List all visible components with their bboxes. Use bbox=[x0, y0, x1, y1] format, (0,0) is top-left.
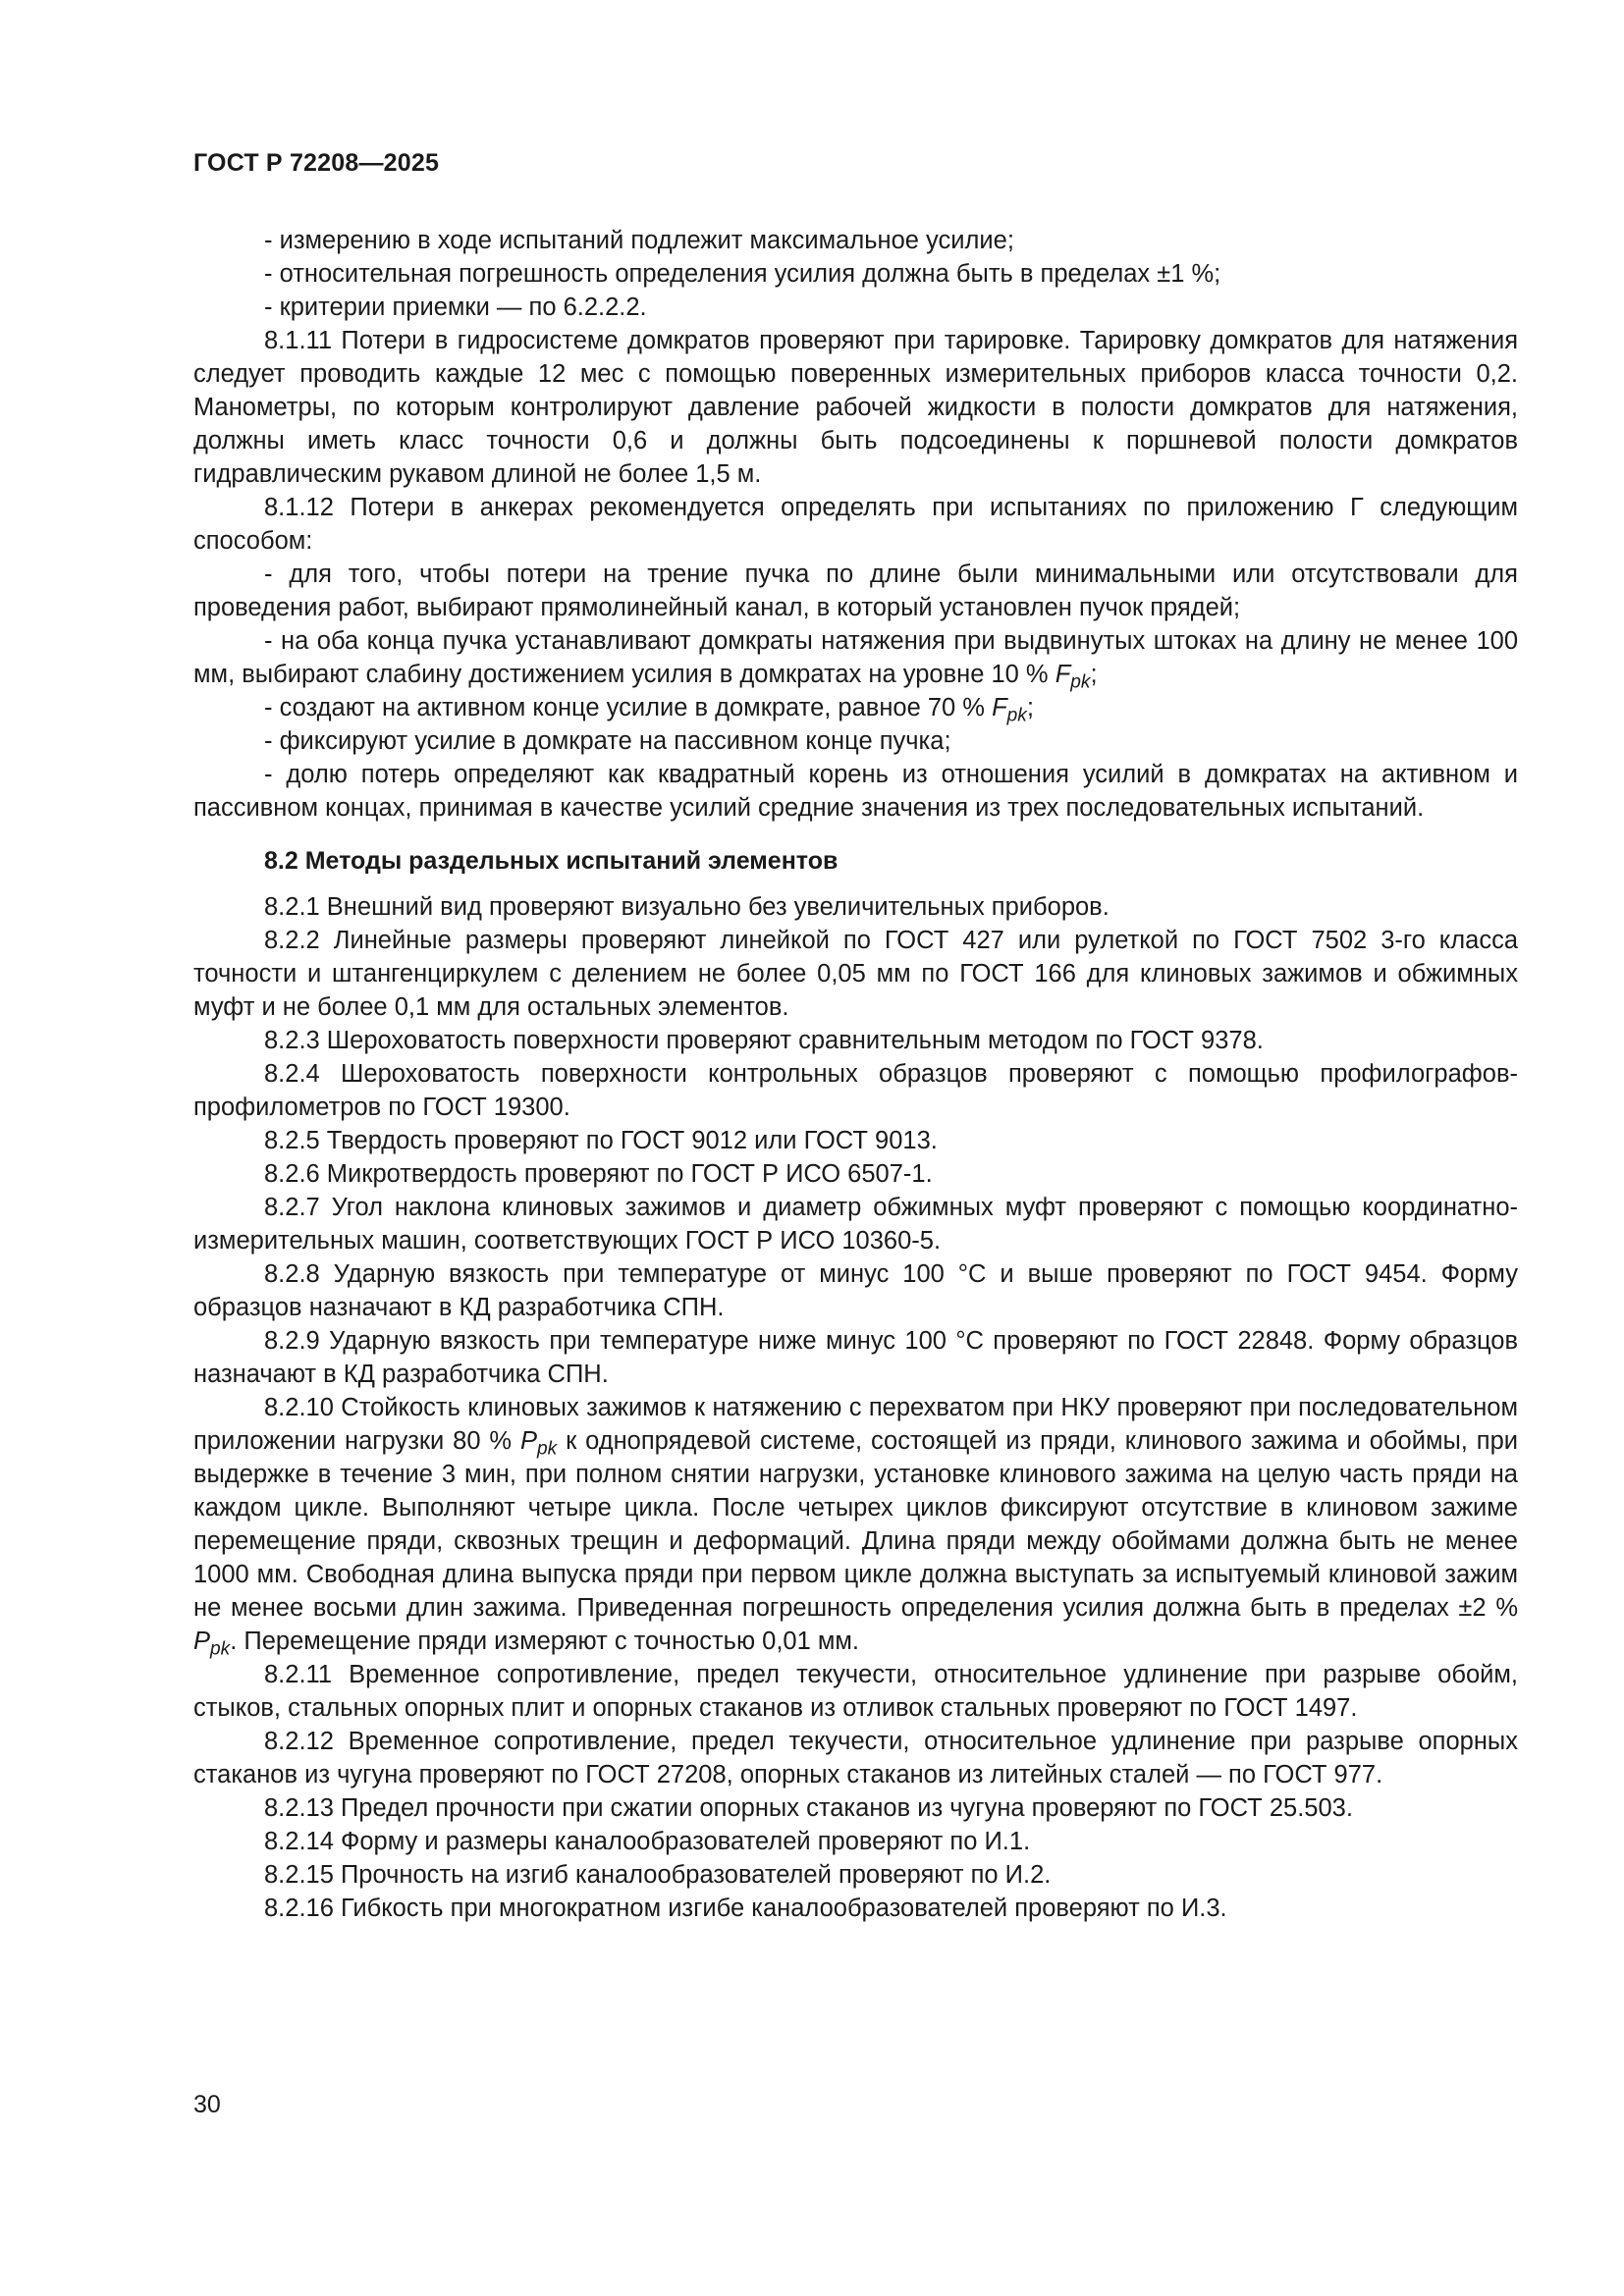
paragraph-8-2-5: 8.2.5 Твердость проверяют по ГОСТ 9012 или ГОСТ 9013. bbox=[264, 1127, 938, 1154]
paragraph-8-2-9: 8.2.9 Ударную вязкость при температуре ниже минус 100 °С проверяют по ГОСТ 22848. Форму образцов назначают в КД разработчика СПН. bbox=[193, 1327, 1518, 1388]
list-item: - критерии приемки — по 6.2.2.2. bbox=[264, 294, 647, 321]
paragraph-text: - на оба конца пучка устанавливают домкраты натяжения при выдвинутых штоках на длину не менее 100 мм, выбирают слабину достижением усилия в домкратах на уровне 10 % bbox=[193, 627, 1518, 688]
symbol-f: F bbox=[992, 694, 1007, 721]
list-item bbox=[193, 624, 1518, 691]
paragraph-8-2-3: 8.2.3 Шероховатость поверхности проверяют сравнительным методом по ГОСТ 9378. bbox=[264, 1027, 1264, 1054]
document-header: ГОСТ Р 72208—2025 bbox=[193, 149, 440, 177]
paragraph-8-2-16: 8.2.16 Гибкость при многократном изгибе каналообразователей проверяют по И.3. bbox=[264, 1895, 1227, 1922]
paragraph-8-2-10 bbox=[193, 1391, 1518, 1658]
list-item: - относительная погрешность определения усилия должна быть в пределах ±1 %; bbox=[264, 260, 1221, 288]
paragraph-text-tail: . Перемещение пряди измеряют с точностью 0,01 мм. bbox=[230, 1628, 860, 1655]
paragraph-8-2-4: 8.2.4 Шероховатость поверхности контрольных образцов проверяют с помощью профилографов-профилометров по ГОСТ 19300. bbox=[193, 1060, 1518, 1121]
paragraph-8-2-15: 8.2.15 Прочность на изгиб каналообразователей проверяют по И.2. bbox=[264, 1861, 1052, 1889]
paragraph-8-2-8: 8.2.8 Ударную вязкость при температуре от минус 100 °С и выше проверяют по ГОСТ 9454. Форму образцов назначают в КД разработчика СПН. bbox=[193, 1260, 1518, 1321]
paragraph-8-2-12: 8.2.12 Временное сопротивление, предел текучести, относительное удлинение при разрыве опорных стаканов из чугуна проверяют по ГОСТ 27208, опорных стаканов из литейных сталей — по ГОСТ 977. bbox=[193, 1728, 1518, 1789]
paragraph-text-tail: ; bbox=[1026, 694, 1034, 721]
symbol-subscript: pk bbox=[210, 1638, 231, 1660]
paragraph-8-1-12: 8.1.12 Потери в анкерах рекомендуется определять при испытаниях по приложению Г следующим способом: bbox=[193, 494, 1518, 555]
symbol-subscript: pk bbox=[1070, 671, 1091, 693]
section-heading: 8.2 Методы раздельных испытаний элементов bbox=[264, 847, 839, 875]
paragraph-8-2-14: 8.2.14 Форму и размеры каналообразователей проверяют по И.1. bbox=[264, 1828, 1031, 1855]
document-body bbox=[193, 224, 1518, 1925]
paragraph-8-2-6: 8.2.6 Микротвердость проверяют по ГОСТ Р ИСО 6507-1. bbox=[264, 1160, 933, 1188]
list-item: - фиксируют усилие в домкрате на пассивном конце пучка; bbox=[264, 727, 951, 755]
paragraph-text-middle: к однопрядевой системе, состоящей из пряди, клинового зажима и обоймы, при выдержке в течение 3 мин, при полном снятии нагрузки, установке клинового зажима на целую часть пряди на каждом цикле. Выполняют четыре цикла. После четырех циклов фиксируют отсутствие в клиновом зажиме перемещение пряди, сквозных трещин и деформаций. Длина пряди между обоймами должна быть не менее 1000 мм. Свободная длина выпуска пряди при первом цикле должна выступать за испытуемый клиновой зажим не менее восьми длин зажима. Приведенная погрешность определения усилия должна быть в пределах ±2 % bbox=[193, 1427, 1519, 1622]
symbol-p: P bbox=[519, 1427, 537, 1455]
paragraph-8-2-2: 8.2.2 Линейные размеры проверяют линейкой по ГОСТ 427 или рулеткой по ГОСТ 7502 3-го класса точности и штангенциркулем с делением не более 0,05 мм по ГОСТ 166 для клиновых зажимов и обжимных муфт и не более 0,1 мм для остальных элементов. bbox=[193, 927, 1518, 1021]
list-item: - долю потерь определяют как квадратный корень из отношения усилий в домкратах на активном и пассивном концах, принимая в качестве усилий средние значения из трех последовательных испытаний. bbox=[193, 761, 1518, 822]
page-number: 30 bbox=[193, 2091, 221, 2118]
paragraph-text-tail: ; bbox=[1090, 661, 1098, 688]
symbol-subscript: pk bbox=[1006, 705, 1027, 726]
symbol-subscript: pk bbox=[537, 1438, 558, 1460]
paragraph-8-2-7: 8.2.7 Угол наклона клиновых зажимов и диаметр обжимных муфт проверяют с помощью координатно-измерительных машин, соответствующих ГОСТ Р ИСО 10360-5. bbox=[193, 1194, 1518, 1255]
paragraph-8-2-13: 8.2.13 Предел прочности при сжатии опорных стаканов из чугуна проверяют по ГОСТ 25.503. bbox=[264, 1794, 1353, 1822]
list-item: - для того, чтобы потери на трение пучка по длине были минимальными или отсутствовали для проведения работ, выбирают прямолинейный канал, в который установлен пучок прядей; bbox=[193, 561, 1518, 621]
paragraph-text: 8.2.10 Стойкость клиновых зажимов к натяжению с перехватом при НКУ проверяют при последовательном приложении нагрузки 80 % bbox=[193, 1394, 1518, 1455]
paragraph-8-1-11: 8.1.11 Потери в гидросистеме домкратов проверяют при тарировке. Тарировку домкратов для натяжения следует проводить каждые 12 мес с помощью поверенных измерительных приборов класса точности 0,2. Манометры, по которым контролируют давление рабочей жидкости в полости домкратов для натяжения, должны иметь класс точности 0,6 и должны быть подсоединены к поршневой полости домкратов гидравлическим рукавом длиной не более 1,5 м. bbox=[193, 327, 1518, 488]
list-item: - измерению в ходе испытаний подлежит максимальное усилие; bbox=[264, 227, 1014, 254]
symbol-p: P bbox=[193, 1628, 211, 1655]
list-item bbox=[193, 691, 1518, 724]
paragraph-8-2-11: 8.2.11 Временное сопротивление, предел текучести, относительное удлинение при разрыве обойм, стыков, стальных опорных плит и опорных стаканов из отливок стальных проверяют по ГОСТ 1497. bbox=[193, 1661, 1518, 1722]
symbol-f: F bbox=[1055, 661, 1071, 688]
paragraph-text: - создают на активном конце усилие в домкрате, равное 70 % bbox=[264, 694, 985, 721]
paragraph-8-2-1: 8.2.1 Внешний вид проверяют визуально без увеличительных приборов. bbox=[264, 893, 1110, 921]
